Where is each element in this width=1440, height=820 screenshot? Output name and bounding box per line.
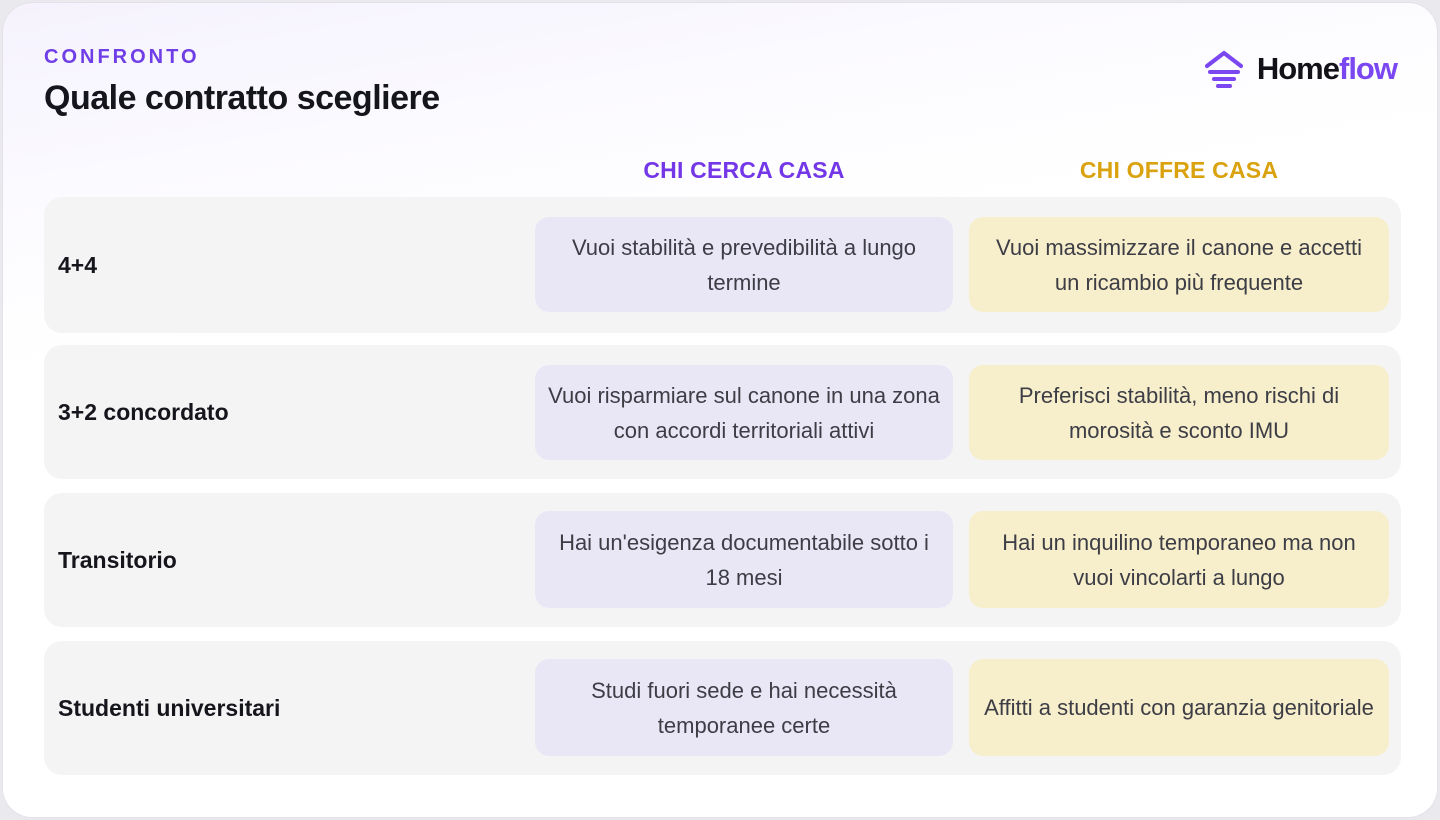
row-label: Transitorio [58,546,177,573]
row-label: Studenti universitari [58,694,281,721]
column-header-offerer: CHI OFFRE CASA [1079,157,1279,183]
seeker-cell: Vuoi stabilità e prevedibilità a lungo termine [535,217,953,312]
row-label: 4+4 [58,251,98,278]
contract-row-transitorio [44,493,1401,627]
brand-logo[interactable] [1203,47,1397,91]
offerer-cell: Affitti a studenti con garanzia genitoriale [969,659,1389,756]
comparison-card [2,2,1438,818]
row-label: 3+2 concordato [58,398,229,425]
contract-row-3-2-concordato [44,345,1401,479]
seeker-cell: Studi fuori sede e hai necessità temporanee certe [535,659,953,756]
column-header-seeker: CHI CERCA CASA [643,157,845,183]
offerer-cell: Hai un inquilino temporaneo ma non vuoi vincolarti a lungo [969,511,1389,608]
page-title: Quale contratto scegliere [44,79,440,117]
seeker-cell: Hai un'esigenza documentabile sotto i 18 mesi [535,511,953,608]
brand-wordmark [1257,51,1397,87]
section-eyebrow: CONFRONTO [44,46,200,68]
contract-row-studenti-universitari [44,641,1401,775]
contract-row-4-4 [44,197,1401,333]
house-stack-icon [1203,48,1245,90]
brand-name-primary: Home [1256,51,1339,86]
seeker-cell: Vuoi risparmiare sul canone in una zona con accordi territoriali attivi [535,365,953,460]
offerer-cell: Vuoi massimizzare il canone e accetti un ricambio più frequente [969,217,1389,312]
brand-name-accent: flow [1339,51,1397,86]
offerer-cell: Preferisci stabilità, meno rischi di morosità e sconto IMU [969,365,1389,460]
